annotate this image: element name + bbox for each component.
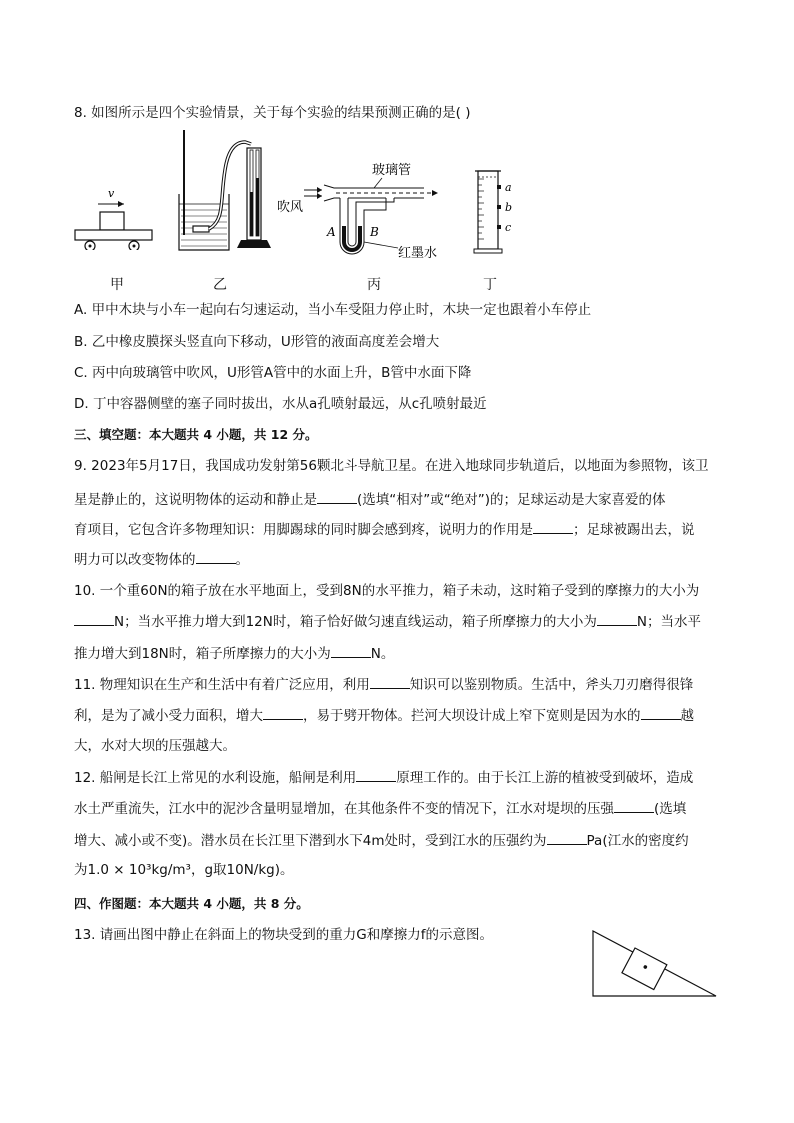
q13-text: 13. 请画出图中静止在斜面上的物块受到的重力G和摩擦力f的示意图。 xyxy=(74,927,493,943)
q12-line-2: 水土严重流失，江水中的泥沙含量明显增加，在其他条件不变的情况下，江水对堤坝的压强 (选填 xyxy=(74,798,686,819)
q10-line-3: 推力增大到18N时，箱子所摩擦力的大小为 N。 xyxy=(74,643,394,664)
figure-yi-manometer xyxy=(175,130,275,255)
tube-b-label: B xyxy=(370,225,379,239)
figure-bing-venturi xyxy=(274,160,454,265)
q12-blank-1[interactable] xyxy=(356,767,396,782)
hole-a-label: a xyxy=(505,181,512,194)
figure-ding-cylinder xyxy=(472,165,522,260)
q9-blank-1[interactable] xyxy=(317,489,357,504)
q9-line-1: 9. 2023年5月17日，我国成功发射第56颗北斗导航卫星。在进入地球同步轨道后，以地面为参照物，该卫 xyxy=(74,458,709,474)
velocity-label: v xyxy=(108,187,115,200)
q9-line-2: 星是静止的，这说明物体的运动和静止是 (选填“相对”或“绝对”)的；足球运动是大家喜爱的体 xyxy=(74,489,666,510)
q11-blank-2[interactable] xyxy=(263,705,303,720)
q8-stem: 8. 如图所示是四个实验情景，关于每个实验的结果预测正确的是( ) xyxy=(74,105,471,121)
q10-blank-2[interactable] xyxy=(597,611,637,626)
q8-option-d: D. 丁中容器侧壁的塞子同时拔出，水从a孔喷射最远，从c孔喷射最近 xyxy=(74,396,487,412)
q12-line-3: 增大、减小或不变)。潜水员在长江里下潜到水下4m处时，受到江水的压强约为 Pa(江水的密度约 xyxy=(74,830,689,851)
glass-tube-label: 玻璃管 xyxy=(372,163,412,178)
q8-option-c: C. 丙中向玻璃管中吹风，U形管A管中的水面上升，B管中水面下降 xyxy=(74,365,472,381)
blow-label: 吹风 xyxy=(277,200,304,215)
q11-line-1: 11. 物理知识在生产和生活中有着广泛应用，利用 知识可以鉴别物质。生活中，斧头刀刃磨得很锋 xyxy=(74,674,693,695)
section-3-heading: 三、填空题：本大题共 4 小题，共 12 分。 xyxy=(74,427,318,442)
q12-line-1: 12. 船闸是长江上常见的水利设施，船闸是利用 原理工作的。由于长江上游的植被受到破坏，造成 xyxy=(74,767,693,788)
q9-line-3: 育项目，它包含许多物理知识：用脚踢球的同时脚会感到疼，说明力的作用是 ；足球被踢出去，说 xyxy=(74,519,695,540)
q11-blank-1[interactable] xyxy=(370,674,410,689)
hole-c-label: c xyxy=(505,221,512,234)
caption-yi: 乙 xyxy=(213,277,227,293)
q10-line-2: N；当水平推力增大到12N时，箱子恰好做匀速直线运动，箱子所摩擦力的大小为 N；当水平 xyxy=(74,611,701,632)
section-4-heading: 四、作图题：本大题共 4 小题，共 8 分。 xyxy=(74,896,309,911)
q12-line-4: 为1.0 × 10³kg/m³，g取10N/kg)。 xyxy=(74,862,294,878)
q12-blank-2[interactable] xyxy=(614,798,654,813)
q10-blank-1[interactable] xyxy=(74,611,114,626)
figure-incline-block xyxy=(588,926,722,1002)
q8-option-b: B. 乙中橡皮膜探头竖直向下移动，U形管的液面高度差会增大 xyxy=(74,334,440,350)
q9-blank-3[interactable] xyxy=(196,549,236,564)
caption-ding: 丁 xyxy=(483,277,497,293)
figure-jia-cart xyxy=(72,180,156,250)
q11-line-3: 大，水对大坝的压强越大。 xyxy=(74,738,236,754)
q10-blank-3[interactable] xyxy=(331,643,371,658)
q10-line-1: 10. 一个重60N的箱子放在水平地面上，受到8N的水平推力，箱子未动，这时箱子受到的摩擦力的大小为 xyxy=(74,583,700,599)
caption-jia: 甲 xyxy=(110,277,124,293)
q9-blank-2[interactable] xyxy=(533,519,573,534)
red-ink-label: 红墨水 xyxy=(398,246,438,261)
q8-option-a: A. 甲中木块与小车一起向右匀速运动，当小车受阻力停止时，木块一定也跟着小车停止 xyxy=(74,302,592,318)
tube-a-label: A xyxy=(327,225,336,239)
hole-b-label: b xyxy=(505,201,513,214)
q9-line-4: 明力可以改变物体的 。 xyxy=(74,549,249,570)
caption-bing: 丙 xyxy=(367,277,381,293)
q11-blank-3[interactable] xyxy=(641,705,681,720)
q12-blank-3[interactable] xyxy=(547,830,587,845)
q11-line-2: 利，是为了减小受力面积，增大 ，易于劈开物体。拦河大坝设计成上窄下宽则是因为水的 越 xyxy=(74,705,694,726)
